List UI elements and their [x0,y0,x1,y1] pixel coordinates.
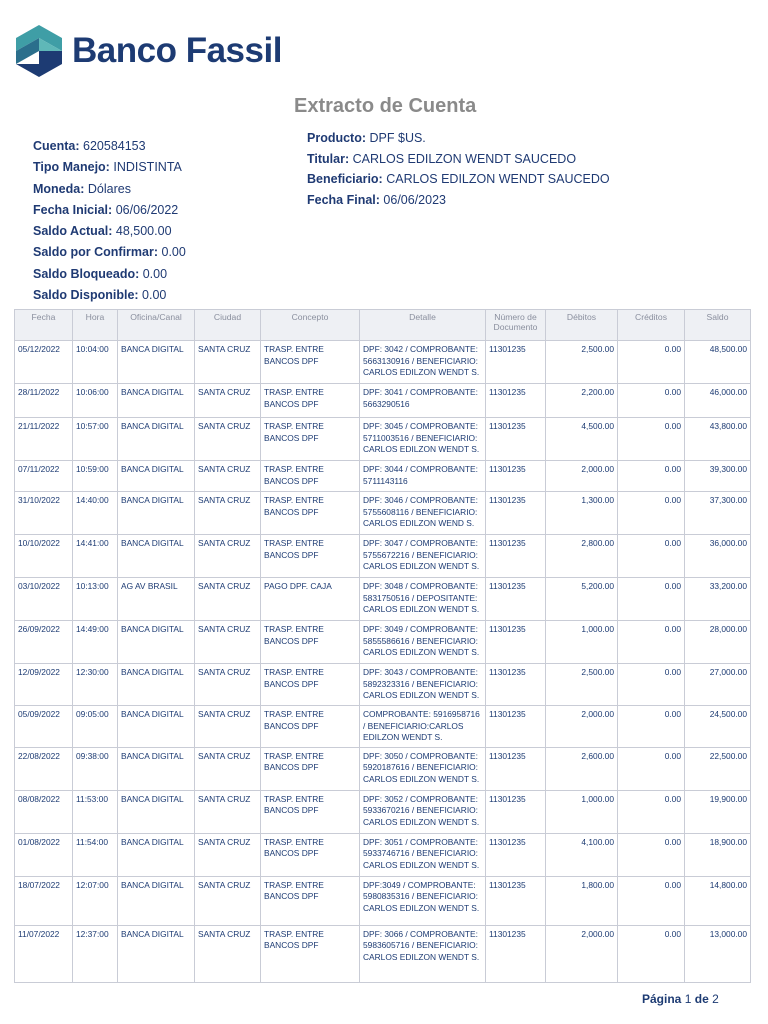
cell-saldo: 39,300.00 [685,461,751,492]
cell-concepto: TRASP. ENTRE BANCOS DPF [261,461,360,492]
cell-saldo: 18,900.00 [685,833,751,876]
cell-creditos: 0.00 [618,621,685,664]
cell-documento: 11301235 [486,341,546,384]
page-indicator: Página 1 de 2 [642,992,719,1006]
cell-creditos: 0.00 [618,706,685,748]
info-fecha-final: Fecha Final: 06/06/2023 [307,192,446,207]
cell-saldo: 43,800.00 [685,418,751,461]
cell-hora: 12:07:00 [73,876,118,925]
cell-detalle: DPF: 3046 / COMPROBANTE: 5755608116 / BENEFICIARIO: CARLOS EDILZON WEND S. [360,492,486,535]
cell-ciudad: SANTA CRUZ [195,925,261,982]
cell-fecha: 10/10/2022 [15,535,73,578]
cell-documento: 11301235 [486,925,546,982]
cell-documento: 11301235 [486,706,546,748]
table-row [15,621,751,664]
cell-fecha: 01/08/2022 [15,833,73,876]
fassil-logo-icon [16,25,62,77]
cell-documento: 11301235 [486,747,546,790]
table-header-row [15,310,751,341]
info-producto: Producto: DPF $US. [307,131,426,145]
cell-detalle: DPF: 3048 / COMPROBANTE: 5831750516 / DEPOSITANTE: CARLOS EDILZON WENDT S. [360,578,486,621]
cell-detalle: DPF: 3044 / COMPROBANTE: 5711143116 [360,461,486,492]
cell-detalle: COMPROBANTE: 5916958716 / BENEFICIARIO:CARLOS EDILZON WENDT S. [360,706,486,748]
cell-debitos: 2,500.00 [546,341,618,384]
cell-ciudad: SANTA CRUZ [195,790,261,833]
table-row [15,876,751,925]
cell-hora: 11:54:00 [73,833,118,876]
cell-saldo: 33,200.00 [685,578,751,621]
cell-oficina: BANCA DIGITAL [118,747,195,790]
cell-oficina: BANCA DIGITAL [118,492,195,535]
cell-concepto: TRASP. ENTRE BANCOS DPF [261,925,360,982]
cell-creditos: 0.00 [618,418,685,461]
table-body [15,341,751,983]
cell-saldo: 13,000.00 [685,925,751,982]
cell-documento: 11301235 [486,492,546,535]
table-row [15,461,751,492]
table-row [15,833,751,876]
info-saldo-bloqueado: Saldo Bloqueado: 0.00 [33,266,168,281]
cell-hora: 10:59:00 [73,461,118,492]
table-row [15,790,751,833]
cell-fecha: 07/11/2022 [15,461,73,492]
cell-fecha: 03/10/2022 [15,578,73,621]
cell-debitos: 1,800.00 [546,876,618,925]
cell-debitos: 5,200.00 [546,578,618,621]
cell-documento: 11301235 [486,578,546,621]
cell-debitos: 2,500.00 [546,664,618,706]
cell-fecha: 05/12/2022 [15,341,73,384]
cell-creditos: 0.00 [618,341,685,384]
cell-detalle: DPF: 3049 / COMPROBANTE: 5855586616 / BENEFICIARIO: CARLOS EDILZON WENDT S. [360,621,486,664]
cell-hora: 12:37:00 [73,925,118,982]
cell-creditos: 0.00 [618,833,685,876]
cell-oficina: BANCA DIGITAL [118,664,195,706]
cell-concepto: TRASP. ENTRE BANCOS DPF [261,384,360,418]
cell-concepto: TRASP. ENTRE BANCOS DPF [261,621,360,664]
cell-fecha: 11/07/2022 [15,925,73,982]
cell-saldo: 37,300.00 [685,492,751,535]
cell-debitos: 2,000.00 [546,706,618,748]
cell-oficina: BANCA DIGITAL [118,706,195,748]
cell-hora: 11:53:00 [73,790,118,833]
cell-fecha: 12/09/2022 [15,664,73,706]
table-row [15,384,751,418]
cell-ciudad: SANTA CRUZ [195,341,261,384]
col-ciudad: Ciudad [195,310,261,341]
cell-oficina: BANCA DIGITAL [118,461,195,492]
table-row [15,341,751,384]
col-fecha: Fecha [15,310,73,341]
cell-fecha: 28/11/2022 [15,384,73,418]
cell-debitos: 2,000.00 [546,925,618,982]
info-saldo-por-confirmar: Saldo por Confirmar: 0.00 [33,245,186,260]
table-row [15,492,751,535]
cell-creditos: 0.00 [618,925,685,982]
cell-documento: 11301235 [486,833,546,876]
cell-documento: 11301235 [486,664,546,706]
cell-concepto: TRASP. ENTRE BANCOS DPF [261,418,360,461]
cell-debitos: 1,000.00 [546,621,618,664]
cell-saldo: 48,500.00 [685,341,751,384]
cell-ciudad: SANTA CRUZ [195,706,261,748]
cell-documento: 11301235 [486,876,546,925]
cell-concepto: TRASP. ENTRE BANCOS DPF [261,790,360,833]
account-info-right [307,128,610,210]
cell-creditos: 0.00 [618,492,685,535]
cell-hora: 14:41:00 [73,535,118,578]
col-documento: Número de Documento [486,310,546,341]
cell-hora: 14:49:00 [73,621,118,664]
cell-hora: 14:40:00 [73,492,118,535]
info-saldo-actual: Saldo Actual: 48,500.00 [33,224,172,239]
cell-ciudad: SANTA CRUZ [195,492,261,535]
cell-concepto: TRASP. ENTRE BANCOS DPF [261,492,360,535]
table-row [15,578,751,621]
cell-documento: 11301235 [486,418,546,461]
cell-hora: 10:06:00 [73,384,118,418]
cell-creditos: 0.00 [618,461,685,492]
table-row [15,706,751,748]
cell-fecha: 05/09/2022 [15,706,73,748]
table-row [15,925,751,982]
cell-concepto: TRASP. ENTRE BANCOS DPF [261,706,360,748]
cell-oficina: BANCA DIGITAL [118,341,195,384]
cell-ciudad: SANTA CRUZ [195,418,261,461]
cell-oficina: AG AV BRASIL [118,578,195,621]
cell-ciudad: SANTA CRUZ [195,461,261,492]
col-oficina: Oficina/Canal [118,310,195,341]
cell-ciudad: SANTA CRUZ [195,535,261,578]
cell-concepto: PAGO DPF. CAJA [261,578,360,621]
cell-saldo: 28,000.00 [685,621,751,664]
cell-fecha: 22/08/2022 [15,747,73,790]
table-row [15,747,751,790]
cell-oficina: BANCA DIGITAL [118,535,195,578]
info-titular: Titular: CARLOS EDILZON WENDT SAUCEDO [307,151,577,166]
table-row [15,664,751,706]
cell-saldo: 19,900.00 [685,790,751,833]
cell-saldo: 14,800.00 [685,876,751,925]
cell-saldo: 24,500.00 [685,706,751,748]
cell-ciudad: SANTA CRUZ [195,876,261,925]
cell-oficina: BANCA DIGITAL [118,833,195,876]
col-debitos: Débitos [546,310,618,341]
cell-hora: 12:30:00 [73,664,118,706]
cell-saldo: 27,000.00 [685,664,751,706]
cell-detalle: DPF:3049 / COMPROBANTE: 5980835316 / BENEFICIARIO: CARLOS EDILZON WENDT S. [360,876,486,925]
account-info-left [33,136,186,306]
cell-oficina: BANCA DIGITAL [118,925,195,982]
info-tipo-manejo: Tipo Manejo: INDISTINTA [33,160,182,175]
cell-fecha: 26/09/2022 [15,621,73,664]
cell-oficina: BANCA DIGITAL [118,384,195,418]
info-fecha-inicial: Fecha Inicial: 06/06/2022 [33,202,179,217]
cell-hora: 10:04:00 [73,341,118,384]
cell-detalle: DPF: 3050 / COMPROBANTE: 5920187616 / BENEFICIARIO: CARLOS EDILZON WENDT S. [360,747,486,790]
document-title: Extracto de Cuenta [294,95,477,117]
cell-saldo: 36,000.00 [685,535,751,578]
cell-debitos: 1,300.00 [546,492,618,535]
cell-hora: 10:13:00 [73,578,118,621]
cell-debitos: 1,000.00 [546,790,618,833]
cell-debitos: 4,500.00 [546,418,618,461]
cell-saldo: 46,000.00 [685,384,751,418]
cell-debitos: 4,100.00 [546,833,618,876]
cell-documento: 11301235 [486,535,546,578]
cell-documento: 11301235 [486,384,546,418]
cell-creditos: 0.00 [618,664,685,706]
cell-fecha: 18/07/2022 [15,876,73,925]
cell-fecha: 21/11/2022 [15,418,73,461]
info-cuenta: Cuenta: 620584153 [33,139,146,153]
cell-ciudad: SANTA CRUZ [195,747,261,790]
cell-creditos: 0.00 [618,578,685,621]
cell-ciudad: SANTA CRUZ [195,578,261,621]
bank-logo [16,25,282,77]
cell-concepto: TRASP. ENTRE BANCOS DPF [261,535,360,578]
cell-hora: 10:57:00 [73,418,118,461]
table-row [15,418,751,461]
cell-detalle: DPF: 3043 / COMPROBANTE: 5892323316 / BENEFICIARIO: CARLOS EDILZON WENDT S. [360,664,486,706]
col-detalle: Detalle [360,310,486,341]
cell-concepto: TRASP. ENTRE BANCOS DPF [261,747,360,790]
cell-detalle: DPF: 3066 / COMPROBANTE: 5983605716 / BENEFICIARIO: CARLOS EDILZON WENDT S. [360,925,486,982]
cell-concepto: TRASP. ENTRE BANCOS DPF [261,341,360,384]
cell-documento: 11301235 [486,461,546,492]
cell-concepto: TRASP. ENTRE BANCOS DPF [261,664,360,706]
col-creditos: Créditos [618,310,685,341]
cell-debitos: 2,200.00 [546,384,618,418]
cell-detalle: DPF: 3041 / COMPROBANTE: 5663290516 [360,384,486,418]
cell-saldo: 22,500.00 [685,747,751,790]
col-saldo: Saldo [685,310,751,341]
cell-oficina: BANCA DIGITAL [118,621,195,664]
cell-detalle: DPF: 3051 / COMPROBANTE: 5933746716 / BENEFICIARIO: CARLOS EDILZON WENDT S. [360,833,486,876]
cell-ciudad: SANTA CRUZ [195,664,261,706]
cell-hora: 09:05:00 [73,706,118,748]
info-moneda: Moneda: Dólares [33,181,131,196]
cell-debitos: 2,000.00 [546,461,618,492]
cell-oficina: BANCA DIGITAL [118,876,195,925]
cell-oficina: BANCA DIGITAL [118,790,195,833]
cell-creditos: 0.00 [618,876,685,925]
cell-creditos: 0.00 [618,535,685,578]
cell-debitos: 2,600.00 [546,747,618,790]
transactions-table [14,309,751,983]
cell-fecha: 31/10/2022 [15,492,73,535]
cell-creditos: 0.00 [618,747,685,790]
cell-ciudad: SANTA CRUZ [195,384,261,418]
bank-name: Banco Fassil [72,31,282,70]
cell-oficina: BANCA DIGITAL [118,418,195,461]
cell-documento: 11301235 [486,621,546,664]
cell-debitos: 2,800.00 [546,535,618,578]
cell-detalle: DPF: 3045 / COMPROBANTE: 5711003516 / BENEFICIARIO: CARLOS EDILZON WENDT S. [360,418,486,461]
cell-hora: 09:38:00 [73,747,118,790]
cell-ciudad: SANTA CRUZ [195,621,261,664]
cell-ciudad: SANTA CRUZ [195,833,261,876]
cell-creditos: 0.00 [618,790,685,833]
cell-concepto: TRASP. ENTRE BANCOS DPF [261,876,360,925]
cell-detalle: DPF: 3042 / COMPROBANTE: 5663130916 / BENEFICIARIO: CARLOS EDILZON WENDT S. [360,341,486,384]
cell-detalle: DPF: 3052 / COMPROBANTE: 5933670216 / BENEFICIARIO: CARLOS EDILZON WENDT S. [360,790,486,833]
table-row [15,535,751,578]
info-beneficiario: Beneficiario: CARLOS EDILZON WENDT SAUCEDO [307,172,610,186]
cell-fecha: 08/08/2022 [15,790,73,833]
cell-concepto: TRASP. ENTRE BANCOS DPF [261,833,360,876]
info-saldo-disponible: Saldo Disponible: 0.00 [33,288,167,303]
cell-creditos: 0.00 [618,384,685,418]
col-concepto: Concepto [261,310,360,341]
cell-documento: 11301235 [486,790,546,833]
col-hora: Hora [73,310,118,341]
cell-detalle: DPF: 3047 / COMPROBANTE: 5755672216 / BENEFICIARIO: CARLOS EDILZON WENDT S. [360,535,486,578]
